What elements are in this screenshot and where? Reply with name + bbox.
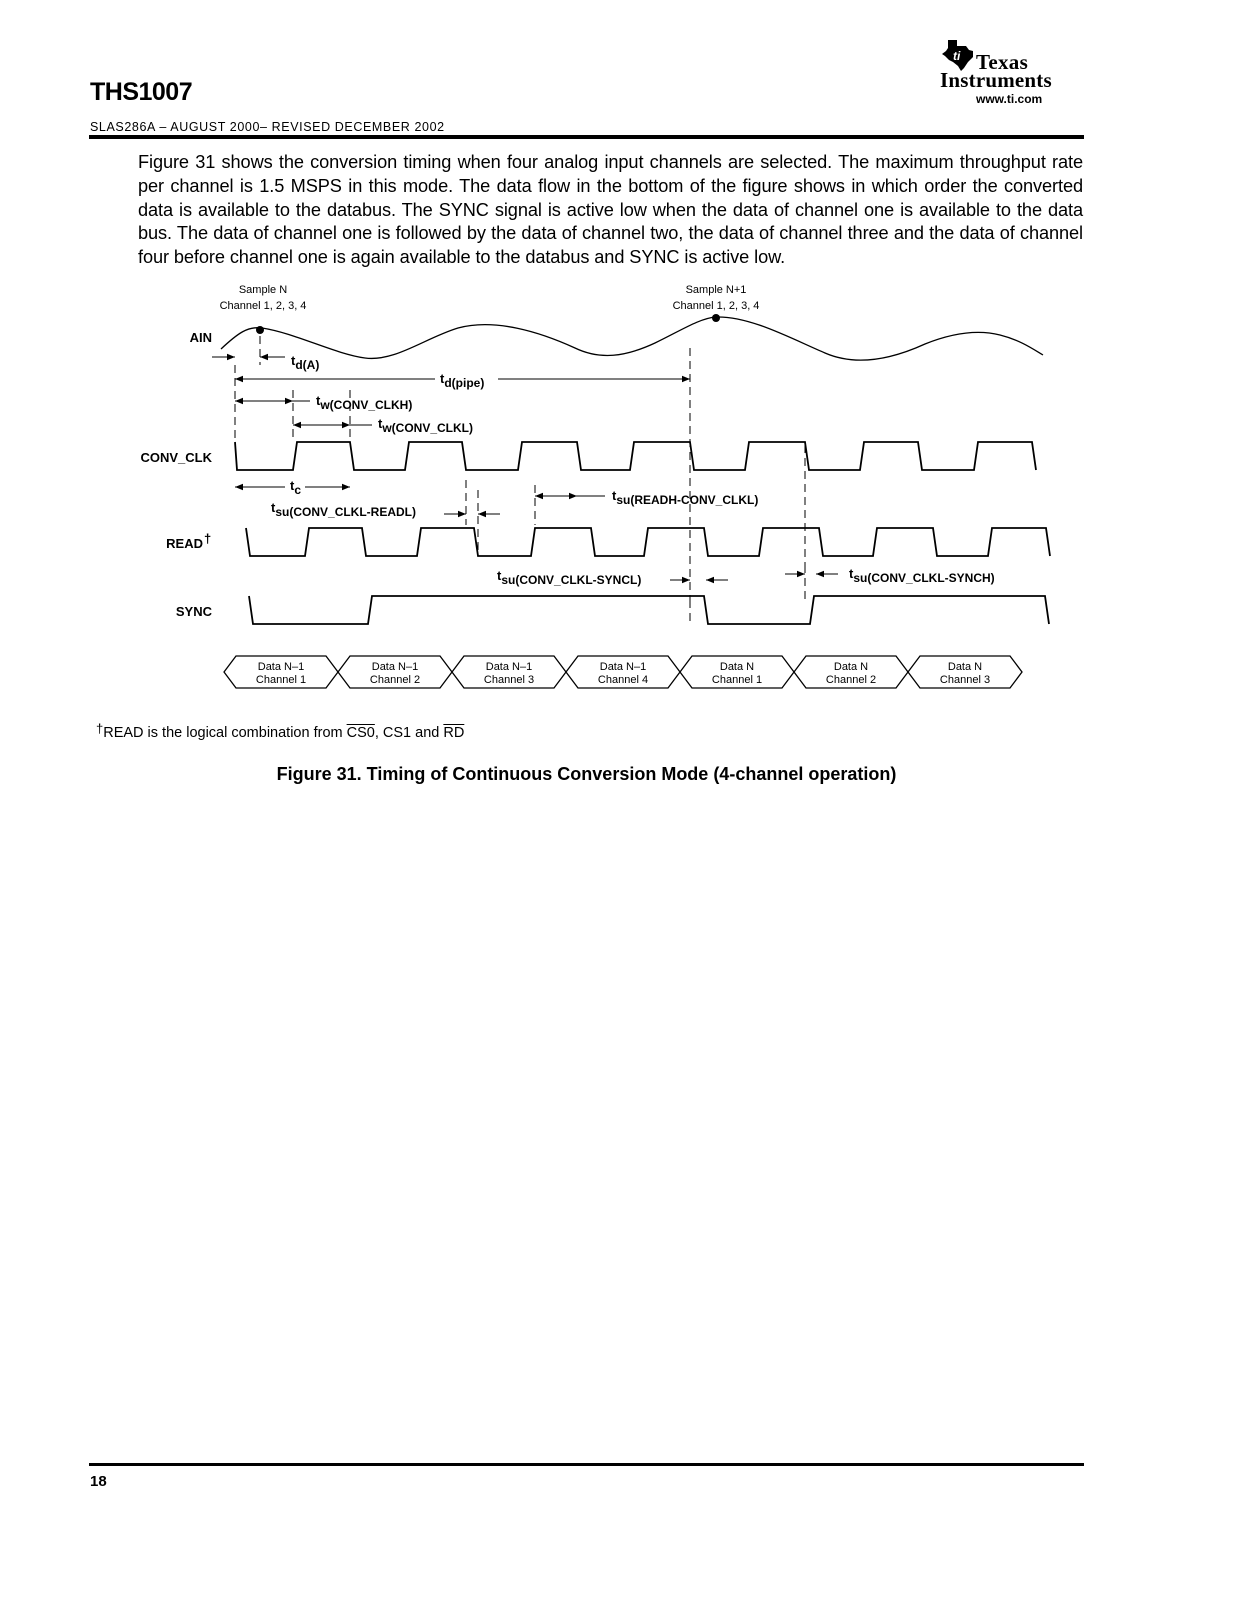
label-tw-conv-clkh: tw(CONV_CLKH)	[316, 393, 413, 412]
sample-n-channels-label: Channel 1, 2, 3, 4	[219, 300, 307, 312]
label-tsu-clkl-synch: tsu(CONV_CLKL-SYNCH)	[849, 566, 995, 585]
data-flow-label-data: Data N	[947, 661, 983, 673]
data-flow-label-channel: Channel 1	[711, 674, 763, 686]
ain-waveform	[221, 317, 1043, 360]
footnote-text: READ is the logical combination from	[103, 725, 347, 741]
ti-logo	[940, 38, 1090, 110]
data-flow-label-channel: Channel 3	[483, 674, 535, 686]
sample-n1-label: Sample N+1	[685, 284, 747, 296]
signal-read-label	[166, 536, 203, 551]
data-flow-label-channel: Channel 2	[825, 674, 877, 686]
header-rule	[89, 135, 1084, 139]
read-waveform	[246, 528, 1050, 556]
page-number: 18	[90, 1473, 107, 1490]
texas-state-icon	[940, 38, 976, 72]
footer-rule	[89, 1463, 1084, 1466]
label-tw-conv-clkl: tw(CONV_CLKL)	[378, 416, 474, 435]
conv-clk-waveform	[235, 442, 1036, 470]
document-id: SLAS286A – AUGUST 2000– REVISED DECEMBER 2002	[90, 120, 445, 134]
signal-ain-label: AIN	[189, 330, 212, 345]
data-flow-label-data: Data N–1	[599, 661, 647, 673]
footnote-mark: †	[96, 721, 104, 736]
footnote-comma: , CS1 and	[374, 725, 444, 741]
body-paragraph: Figure 31 shows the conversion timing when four analog input channels are selected. The maximum throughput rate per channel is 1.5 MSPS in this mode. The data flow in the bottom of the figure shows in which order the converted data is available to the databus. The SYNC signal is active low when the data of channel one is available to the data bus. The data of channel one is followed by the data of channel two, the data of channel three and the data of channel four before channel one is again available to the databus and SYNC is active low.	[138, 152, 1083, 268]
data-flow-label-channel: Channel 2	[369, 674, 421, 686]
data-flow-label-data: Data N–1	[371, 661, 419, 673]
footnote-cs0: CS0	[346, 725, 375, 741]
label-td-a: td(A)	[291, 353, 320, 372]
label-tsu-clkl-syncl: tsu(CONV_CLKL-SYNCL)	[497, 568, 642, 587]
sync-waveform	[249, 596, 1049, 624]
label-tc: tc	[290, 478, 302, 497]
data-flow-label-channel: Channel 1	[255, 674, 307, 686]
label-td-pipe: td(pipe)	[440, 371, 485, 390]
svg-text:ti: ti	[953, 49, 961, 63]
data-flow-label-data: Data N–1	[257, 661, 305, 673]
label-tsu-readh-clkl: tsu(READH-CONV_CLKL)	[612, 488, 759, 507]
signal-read-text: READ	[166, 536, 203, 551]
signal-sync-label: SYNC	[175, 604, 212, 619]
sample-n-label: Sample N	[238, 284, 288, 296]
data-flow-bus	[224, 656, 1022, 688]
sample-n1-point	[712, 314, 720, 322]
figure-caption: Figure 31. Timing of Continuous Conversion Mode (4-channel operation)	[276, 764, 897, 784]
part-number: THS1007	[90, 78, 193, 106]
sample-n-point	[256, 326, 264, 334]
signal-conv-clk-label: CONV_CLK	[140, 450, 212, 465]
logo-word-texas: Texas	[976, 50, 1029, 74]
data-flow-label-data: Data N–1	[485, 661, 533, 673]
footnote-rd: $\overline{RD}$	[443, 725, 465, 741]
label-tsu-clkl-readl: tsu(CONV_CLKL-READL)	[271, 500, 417, 519]
logo-url: www.ti.com	[976, 92, 1043, 106]
data-flow-label-channel: Channel 3	[939, 674, 991, 686]
data-flow-label-channel: Channel 4	[597, 674, 649, 686]
logo-word-instruments: Instruments	[940, 68, 1052, 92]
data-flow-label-data: Data N	[833, 661, 869, 673]
signal-read-dagger: †	[204, 531, 212, 546]
data-flow-label-data: Data N	[719, 661, 755, 673]
footnote	[96, 721, 465, 741]
timing-diagram	[0, 275, 1237, 705]
sample-n1-channels-label: Channel 1, 2, 3, 4	[672, 300, 760, 312]
